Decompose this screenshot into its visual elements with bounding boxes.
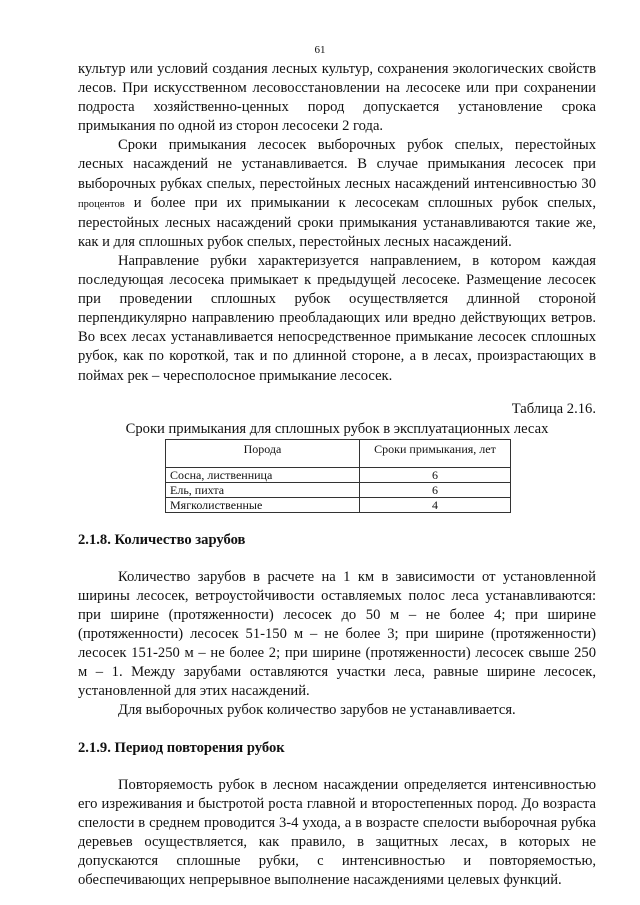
paragraph: культур или условий создания лесных культур, сохранения экологических свойств лесов. При искусственном лесовосстановлении на лесосеке или при сохранении подроста хозяйственно-ценных пород допускается установление срока примыкания по одной из сторон лесосеки 2 года. xyxy=(78,61,596,135)
table-row xyxy=(166,467,511,482)
table-label: Таблица 2.16. xyxy=(511,400,596,417)
paragraph xyxy=(78,136,596,252)
table-row xyxy=(166,497,511,512)
table-title: Сроки примыкания для сплошных рубок в эксплуатационных лесах xyxy=(125,420,549,437)
years-cell: 6 xyxy=(360,467,511,482)
column-header-years: Сроки примыкания, лет xyxy=(360,439,511,467)
section-heading: 2.1.9. Период повторения рубок xyxy=(78,739,285,756)
paragraph: Направление рубки характеризуется направлением, в котором каждая последующая лесосека примыкает к предыдущей лесосеке. Размещение лесосек при проведении сплошных рубок осуществляется длинной стороной перпендикулярно направлению преобладающих или вредно действующих ветров. Во всех лесах устанавливается непосредственное примыкание лесосек сплошных рубок, как по короткой, так и по длинной стороне, а в лесах, произрастающих в поймах рек – чересполосное примыкание лесосек. xyxy=(78,252,596,384)
table-header-row xyxy=(166,439,511,467)
species-cell: Мягколиственные xyxy=(166,497,360,512)
page-number: 61 xyxy=(314,44,326,56)
years-cell: 4 xyxy=(360,497,511,512)
paragraph-text: Сроки примыкания лесосек выборочных рубок спелых, перестойных лесных насаждений не устанавливается. В случае примыкания лесосек при выборочных рубках спелых, перестойных лесных насаждений интенсивностью 30 xyxy=(78,137,596,192)
paragraph: Количество зарубов в расчете на 1 км в зависимости от установленной ширины лесосек, ветроустойчивости оставляемых полос леса устанавливаются: при ширине (протяженности) лесосек до 50 м – не более 4; при ширине (протяженности) лесосек 51-150 м – не более 3; при ширине (протяженности) лесосек 151-250 м – не более 2; при ширине (протяженности) лесосек свыше 250 м – 1. Между зарубами оставляются участки леса, равные ширине лесосек, установленной для этих насаждений. xyxy=(78,568,596,700)
table-row xyxy=(166,482,511,497)
paragraph-text: и более при их примыкании к лесосекам сплошных рубок спелых, перестойных лесных насаждений сроки примыкания устанавливаются такие же, как и для сплошных рубок спелых, перестойных лесных насаждений. xyxy=(78,194,596,250)
document-body xyxy=(78,60,596,890)
paragraph: Повторяемость рубок в лесном насаждении определяется интенсивностью его изреживания и быстротой роста главной и второстепенных пород. До возраста спелости в среднем проводится 3-4 ухода, а в возрасте спелости выборочная рубка деревьев осуществляется, как правило, в защитных лесах, в которых не допускаются сплошные рубки, с интенсивностью и повторяемостью, обеспечивающих непрерывное выполнение насаждениями целевых функций. xyxy=(78,776,596,888)
section-heading: 2.1.8. Количество зарубов xyxy=(78,531,246,548)
years-cell: 6 xyxy=(360,482,511,497)
species-cell: Ель, пихта xyxy=(166,482,360,497)
paragraph: Для выборочных рубок количество зарубов не устанавливается. xyxy=(118,702,516,719)
small-text: процентов xyxy=(78,198,125,210)
adjacency-table xyxy=(165,439,511,513)
species-cell: Сосна, лиственница xyxy=(166,467,360,482)
column-header-species: Порода xyxy=(166,439,360,467)
